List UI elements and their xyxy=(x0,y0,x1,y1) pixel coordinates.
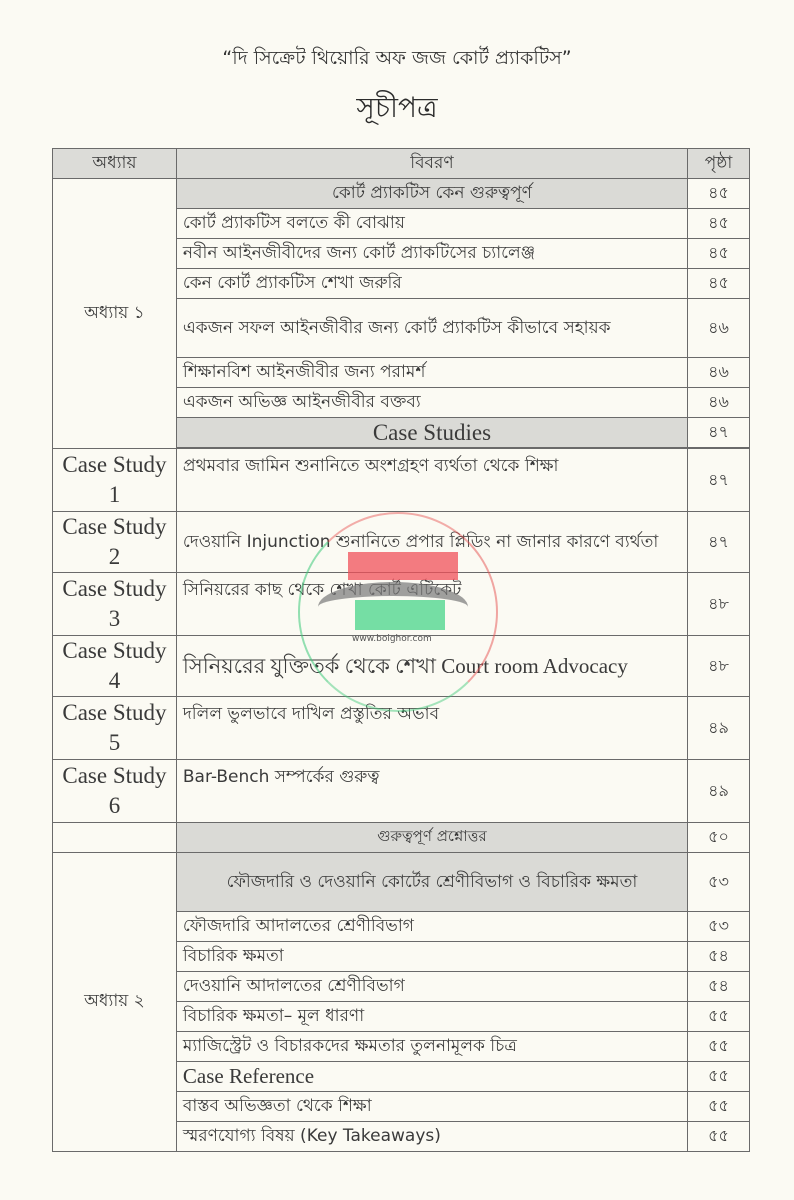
page-number: ৫০ xyxy=(688,823,750,853)
table-row xyxy=(53,853,750,912)
page-number: ৫৫ xyxy=(688,1062,750,1092)
toc-entry: প্রথমবার জামিন শুনানিতে অংশগ্রহণ ব্যর্থতা থেকে শিক্ষা xyxy=(176,449,687,512)
toc-entry-qa: গুরুত্বপূর্ণ প্রশ্নোত্তর xyxy=(176,823,687,853)
page-number: ৫৩ xyxy=(688,912,750,942)
empty-chapter-cell xyxy=(53,823,177,853)
page-number: ৫৫ xyxy=(688,1122,750,1152)
page-number: ৪৯ xyxy=(688,760,750,823)
toc-entry-case-studies: Case Studies xyxy=(176,418,687,448)
page-number: ৫৫ xyxy=(688,1002,750,1032)
toc-entry: বিচারিক ক্ষমতা– মূল ধারণা xyxy=(176,1002,687,1032)
toc-entry: কোর্ট প্র্যাকটিস বলতে কী বোঝায় xyxy=(176,209,687,239)
toc-entry: সিনিয়রের যুক্তিতর্ক থেকে শেখা Court room Advocacy xyxy=(176,636,687,697)
toc-entry: শিক্ষানবিশ আইনজীবীর জন্য পরামর্শ xyxy=(176,358,687,388)
toc-entry: একজন সফল আইনজীবীর জন্য কোর্ট প্র্যাকটিস কীভাবে সহায়ক xyxy=(176,299,687,358)
toc-entry: কোর্ট প্র্যাকটিস কেন গুরুত্বপূর্ণ xyxy=(176,179,687,209)
toc-entry: দেওয়ানি Injunction শুনানিতে প্রপার প্লিডিং না জানার কারণে ব্যর্থতা xyxy=(176,512,687,573)
toc-entry: দলিল ভুলভাবে দাখিল প্রস্তুতির অভাব xyxy=(176,697,687,760)
case-study-label: Case Study 3 xyxy=(53,573,177,636)
page-number: ৫৪ xyxy=(688,972,750,1002)
toc-entry: বাস্তব অভিজ্ঞতা থেকে শিক্ষা xyxy=(176,1092,687,1122)
book-title: “দি সিক্রেট থিয়োরি অফ জজ কোর্ট প্র্যাকটিস” xyxy=(222,47,572,69)
page-number: ৫৩ xyxy=(688,853,750,912)
page-number: ৫৪ xyxy=(688,942,750,972)
table-of-contents xyxy=(52,148,750,1152)
page-number: ৪৭ xyxy=(688,512,750,573)
watermark-logo-green-block xyxy=(355,600,445,630)
table-row xyxy=(53,636,750,697)
page-number: ৪৫ xyxy=(688,209,750,239)
page-number: ৪৬ xyxy=(688,358,750,388)
toc-title: সূচীপত্র xyxy=(356,91,438,124)
page-number: ৫৫ xyxy=(688,1032,750,1062)
page-number: ৪৫ xyxy=(688,179,750,209)
chapter-2-label: অধ্যায় ২ xyxy=(53,853,177,1152)
page-number: ৪৫ xyxy=(688,269,750,299)
page-number: ৪৭ xyxy=(688,418,750,448)
page-number: ৪৮ xyxy=(688,636,750,697)
table-row xyxy=(53,179,750,209)
toc-entry: Bar-Bench সম্পর্কের গুরুত্ব xyxy=(176,760,687,823)
page-number: ৪৫ xyxy=(688,239,750,269)
watermark-logo-red-block xyxy=(348,552,458,580)
case-study-label: Case Study 1 xyxy=(53,449,177,512)
case-study-label: Case Study 2 xyxy=(53,512,177,573)
page-number: ৫৫ xyxy=(688,1092,750,1122)
table-header-row xyxy=(53,149,750,179)
chapter-1-label: অধ্যায় ১ xyxy=(53,179,177,449)
toc-entry: ফৌজদারি ও দেওয়ানি কোর্টের শ্রেণীবিভাগ ও বিচারিক ক্ষমতা xyxy=(176,853,687,912)
page-number: ৪৮ xyxy=(688,573,750,636)
toc-entry: ম্যাজিস্ট্রেট ও বিচারকদের ক্ষমতার তুলনামূলক চিত্র xyxy=(176,1032,687,1062)
toc-entry: ফৌজদারি আদালতের শ্রেণীবিভাগ xyxy=(176,912,687,942)
toc-entry: সিনিয়রের কাছ থেকে শেখা কোর্ট এটিকেট xyxy=(176,573,687,636)
toc-entry: দেওয়ানি আদালতের শ্রেণীবিভাগ xyxy=(176,972,687,1002)
toc-entry: স্মরণযোগ্য বিষয় (Key Takeaways) xyxy=(176,1122,687,1152)
case-study-label: Case Study 6 xyxy=(53,760,177,823)
table-row xyxy=(53,449,750,512)
header-chapter: অধ্যায় xyxy=(53,149,177,179)
case-study-label: Case Study 5 xyxy=(53,697,177,760)
page-number: ৪৬ xyxy=(688,388,750,418)
toc-entry: Case Reference xyxy=(176,1062,687,1092)
header-page: পৃষ্ঠা xyxy=(688,149,750,179)
page-number: ৪৬ xyxy=(688,299,750,358)
table-row xyxy=(53,760,750,823)
toc-entry: কেন কোর্ট প্র্যাকটিস শেখা জরুরি xyxy=(176,269,687,299)
page-number: ৪৯ xyxy=(688,697,750,760)
toc-entry: একজন অভিজ্ঞ আইনজীবীর বক্তব্য xyxy=(176,388,687,418)
page-number: ৪৭ xyxy=(688,449,750,512)
toc-entry: নবীন আইনজীবীদের জন্য কোর্ট প্র্যাকটিসের চ্যালেঞ্জ xyxy=(176,239,687,269)
table-row xyxy=(53,823,750,853)
toc-entry: বিচারিক ক্ষমতা xyxy=(176,942,687,972)
table-row xyxy=(53,697,750,760)
watermark-text: www.boighor.com xyxy=(352,634,432,644)
header-description: বিবরণ xyxy=(176,149,687,179)
case-study-label: Case Study 4 xyxy=(53,636,177,697)
